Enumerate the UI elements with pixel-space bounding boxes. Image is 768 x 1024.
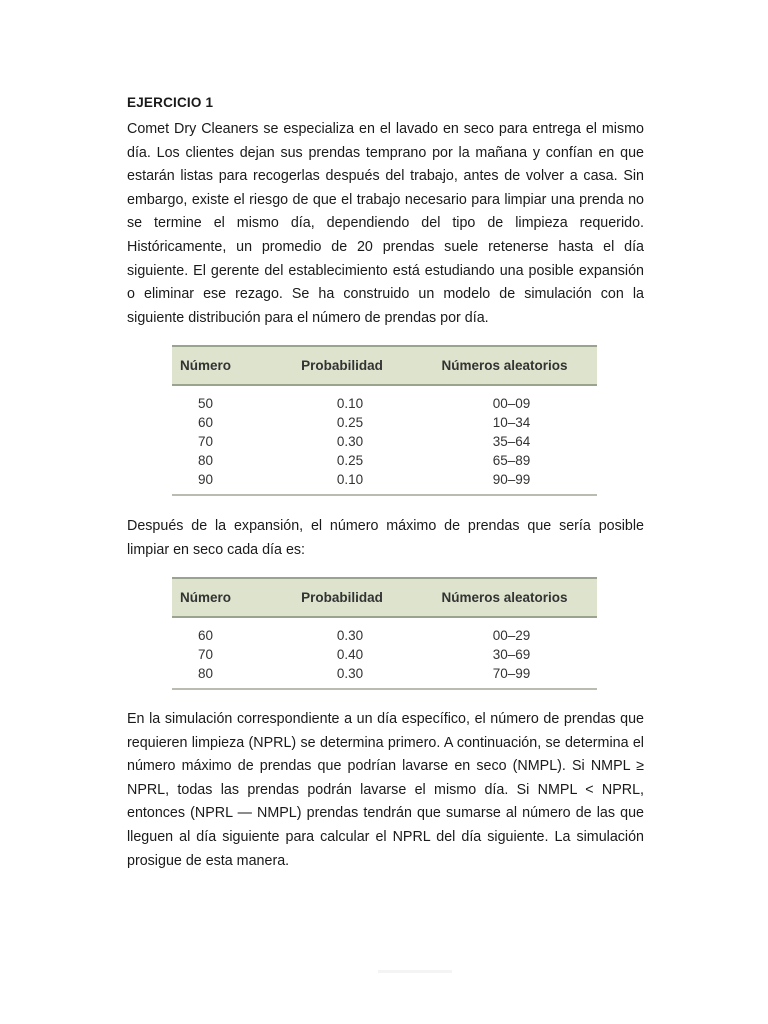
- cell-numero: 50: [198, 396, 214, 411]
- cell-numero: 80: [198, 453, 214, 468]
- table-header-row: [172, 577, 597, 618]
- cell-rango: 00–29: [492, 628, 531, 643]
- header-numero: Número: [180, 358, 232, 373]
- cell-numero: 60: [198, 415, 214, 430]
- table-row: [172, 394, 597, 413]
- table-row: [172, 626, 597, 645]
- table-row: [172, 470, 597, 489]
- cell-probabilidad: 0.25: [336, 453, 364, 468]
- cell-probabilidad: 0.30: [336, 628, 364, 643]
- header-numero: Número: [180, 590, 232, 605]
- cell-probabilidad: 0.40: [336, 647, 364, 662]
- table-row: [172, 664, 597, 683]
- table-body: [172, 618, 597, 690]
- intro-paragraph: Comet Dry Cleaners se especializa en el lavado en seco para entrega el mismo día. Los clientes dejan sus prendas temprano por la mañana y confían en que estarán listas para recogerlas después del trabajo, antes de volver a casa. Sin embargo, existe el riesgo de que el trabajo necesario para limpiar una prenda no se termine el mismo día, dependiendo del tipo de limpieza requerido. Históricamente, un promedio de 20 prendas suele retenerse hasta el día siguiente. El gerente del establecimiento está estudiando una posible expansión o eliminar ese rezago. Se ha construido un modelo de simulación con la siguiente distribución para el número de prendas por día.: [127, 121, 644, 326]
- simulation-paragraph: En la simulación correspondiente a un día específico, el número de prendas que requieren limpieza (NPRL) se determina primero. A continuación, se determina el número máximo de prendas que podrían lavarse en seco (NMPL). Si NMPL ≥ NPRL, todas las prendas podrán lavarse el mismo día. Si NMPL < NPRL, entonces (NPRL — NMPL) prendas tendrán que sumarse al número de las que lleguen al día siguiente para calcular el NPRL del día siguiente. La simulación prosigue de esta manera.: [127, 711, 644, 869]
- cell-probabilidad: 0.10: [336, 396, 364, 411]
- cell-probabilidad: 0.25: [336, 415, 364, 430]
- cell-numero: 70: [198, 647, 214, 662]
- cell-probabilidad: 0.30: [336, 434, 364, 449]
- table-row: [172, 451, 597, 470]
- demand-distribution-table: [172, 345, 597, 496]
- cell-probabilidad: 0.10: [336, 472, 364, 487]
- header-numeros-aleatorios: Números aleatorios: [441, 590, 568, 605]
- table-row: [172, 432, 597, 451]
- table-header-row: [172, 345, 597, 386]
- table-body: [172, 386, 597, 496]
- cell-rango: 30–69: [492, 647, 531, 662]
- cell-numero: 60: [198, 628, 214, 643]
- cell-rango: 10–34: [492, 415, 531, 430]
- header-numeros-aleatorios: Números aleatorios: [441, 358, 568, 373]
- exercise-heading: EJERCICIO 1: [127, 95, 214, 110]
- cell-numero: 70: [198, 434, 214, 449]
- expansion-paragraph: Después de la expansión, el número máximo de prendas que sería posible limpiar en seco cada día es:: [127, 518, 644, 558]
- table-row: [172, 413, 597, 432]
- cell-numero: 80: [198, 666, 214, 681]
- cell-rango: 70–99: [492, 666, 531, 681]
- page-footer-mark: [378, 970, 452, 973]
- cell-rango: 35–64: [492, 434, 531, 449]
- header-probabilidad: Probabilidad: [301, 590, 383, 605]
- cell-rango: 90–99: [492, 472, 531, 487]
- cell-numero: 90: [198, 472, 214, 487]
- cell-rango: 65–89: [492, 453, 531, 468]
- cell-rango: 00–09: [492, 396, 531, 411]
- capacity-distribution-table: [172, 577, 597, 690]
- cell-probabilidad: 0.30: [336, 666, 364, 681]
- header-probabilidad: Probabilidad: [301, 358, 383, 373]
- table-row: [172, 645, 597, 664]
